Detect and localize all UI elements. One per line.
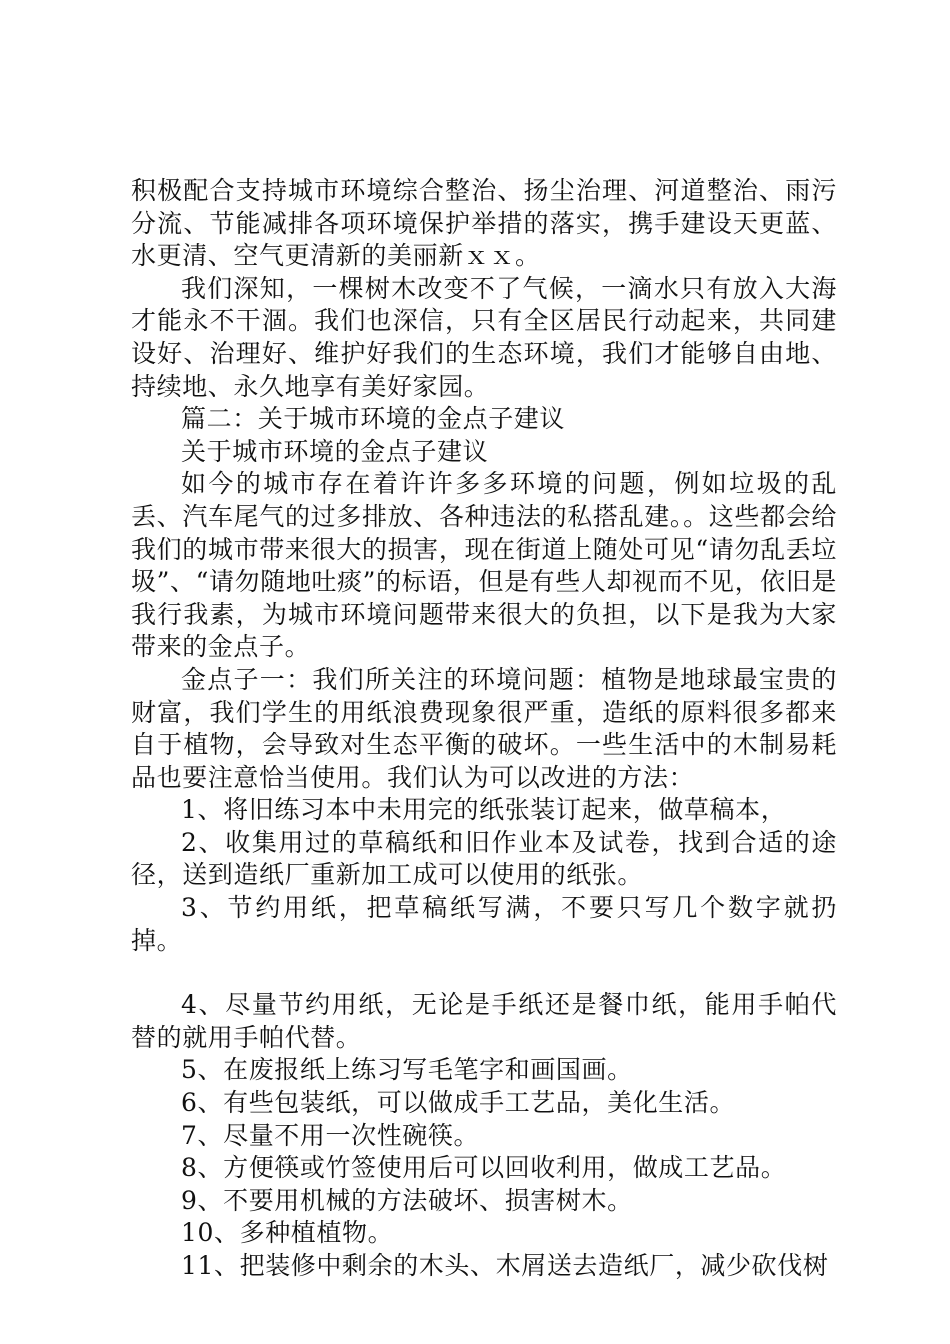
list-item-8: 8、方便筷或竹签使用后可以回收利用，做成工艺品。 xyxy=(181,1153,787,1183)
list-item-4: 4、尽量节约用纸，无论是手纸还是餐巾纸，能用手帕代替的就用手帕代替。 xyxy=(131,990,837,1052)
document-body xyxy=(131,175,837,1283)
list-item-3: 3、节约用纸，把草稿纸写满，不要只写几个数字就扔掉。 xyxy=(131,893,837,955)
list-item-5: 5、在废报纸上练习写毛笔字和画国画。 xyxy=(181,1055,633,1085)
list-item-2: 2、收集用过的草稿纸和旧作业本及试卷，找到合适的途径，送到造纸厂重新加工成可以使用的纸张。 xyxy=(131,827,837,890)
paragraph-city-problems: 如今的城市存在着许许多多环境的问题，例如垃圾的乱丢、汽车尾气的过多排放、各种违法的私搭乱建。。这些都会给我们的城市带来很大的损害，现在街道上随处可见“请勿乱丢垃圾”、“请勿随地吐痰”的标语，但是有些人却视而不见，依旧是我行我素，为城市环境问题带来很大的负担，以下是我为大家带来的金点子。 xyxy=(131,469,837,662)
paragraph-environment-cooperation: 积极配合支持城市环境综合整治、扬尘治理、河道整治、雨污分流、节能减排各项环境保护举措的落实，携手建设天更蓝、水更清、空气更清新的美丽新ｘｘ。 xyxy=(131,176,837,271)
list-item-7: 7、尽量不用一次性碗筷。 xyxy=(181,1120,480,1150)
section-title: 关于城市环境的金点子建议 xyxy=(181,436,489,466)
paragraph-we-know: 我们深知，一棵树木改变不了气候，一滴水只有放入大海才能永不干涸。我们也深信，只有全区居民行动起来，共同建设好、治理好、维护好我们的生态环境，我们才能够自由地、持续地、永久地享有美好家园。 xyxy=(131,273,837,401)
paragraph-golden-idea-one: 金点子一：我们所关注的环境问题：植物是地球最宝贵的财富，我们学生的用纸浪费现象很严重，造纸的原料很多都来自于植物，会导致对生态平衡的破坏。一些生活中的木制易耗品也要注意恰当使用。我们认为可以改进的方法： xyxy=(131,664,837,792)
section-heading-part-two: 篇二：关于城市环境的金点子建议 xyxy=(181,404,566,434)
list-item-1: 1、将旧练习本中未用完的纸张装订起来，做草稿本， xyxy=(181,795,787,825)
list-item-6: 6、有些包装纸，可以做成手工艺品，美化生活。 xyxy=(181,1088,736,1118)
list-item-10: 10、多种植植物。 xyxy=(181,1218,394,1248)
list-item-11: 11、把装修中剩余的木头、木屑送去造纸厂，减少砍伐树 xyxy=(181,1251,829,1280)
list-item-9: 9、不要用机械的方法破坏、损害树木。 xyxy=(181,1185,633,1215)
